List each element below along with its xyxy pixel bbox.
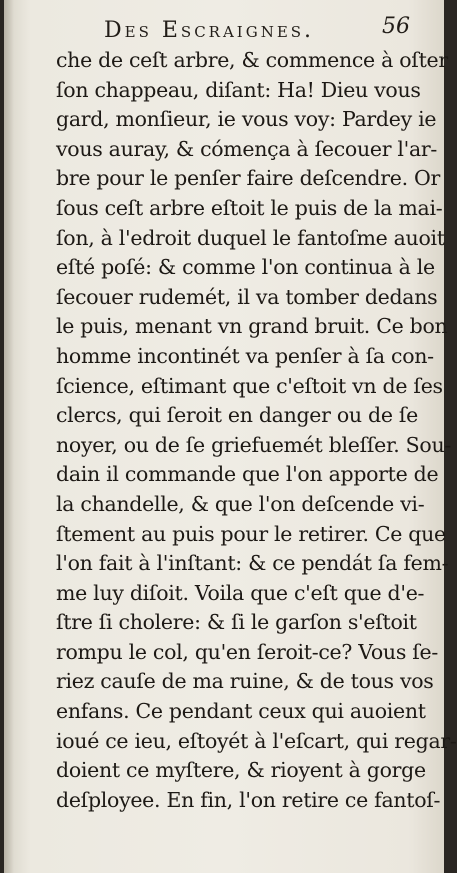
text-line: ſecouer rudemét, il va tomber dedans: [56, 284, 438, 309]
page-gutter-shadow: [4, 0, 14, 873]
text-line: clercs, qui ſeroit en danger ou de ſe: [56, 403, 418, 428]
text-line: deſployee. En fin, l'on retire ce fantoſ-: [56, 787, 441, 812]
text-line: ſtre ſi cholere: & ſi le garſon s'eſtoit: [56, 610, 417, 635]
text-line: riez cauſe de ma ruine, & de tous vos: [56, 669, 434, 694]
text-line: ſous ceſt arbre eſtoit le puis de la mai-: [56, 195, 443, 220]
text-line: ſon, à l'edroit duquel le fantoſme auoit: [56, 225, 445, 250]
text-line: l'on fait à l'inſtant: & ce pendát ſa fem-: [56, 551, 449, 576]
text-line: eſté poſé: & comme l'on continua à le: [56, 255, 435, 280]
text-line: la chandelle, & que l'on deſcende vi-: [56, 491, 425, 516]
text-line: vous auray, & cómença à ſecouer l'ar-: [56, 136, 438, 161]
text-line: ſcience, eſtimant que c'eſtoit vn de ſes: [56, 373, 443, 398]
text-line: gard, monſieur, ie vous voy: Pardey ie: [56, 107, 437, 132]
text-line: ioué ce ieu, eſtoyét à l'eſcart, qui regar-: [56, 728, 457, 753]
book-page: [4, 0, 457, 873]
body-text: [56, 46, 457, 815]
text-line: homme incontinét va penſer à ſa con-: [56, 343, 434, 368]
page-number: 56: [382, 14, 410, 39]
text-line: enfans. Ce pendant ceux qui auoient: [56, 699, 426, 724]
text-line: ſon chappeau, diſant: Ha! Dieu vous: [56, 77, 421, 102]
text-line: bre pour le penſer faire deſcendre. Or: [56, 166, 441, 191]
text-line: dain il commande que l'on apporte de: [56, 462, 439, 487]
text-line: rompu le col, qu'en ſeroit-ce? Vous ſe-: [56, 639, 439, 664]
text-line: noyer, ou de ſe griefuemét bleſſer. Sou-: [56, 432, 451, 457]
running-head: Des Escraignes.: [104, 18, 315, 43]
text-line: me luy diſoit. Voila que c'eſt que d'e-: [56, 580, 425, 605]
text-line: doient ce myſtere, & rioyent à gorge: [56, 758, 426, 783]
text-line: ſtement au puis pour le retirer. Ce que: [56, 521, 446, 546]
text-line: che de ceſt arbre, & commence à oſter: [56, 48, 448, 72]
text-line: le puis, menant vn grand bruit. Ce bon: [56, 314, 448, 339]
